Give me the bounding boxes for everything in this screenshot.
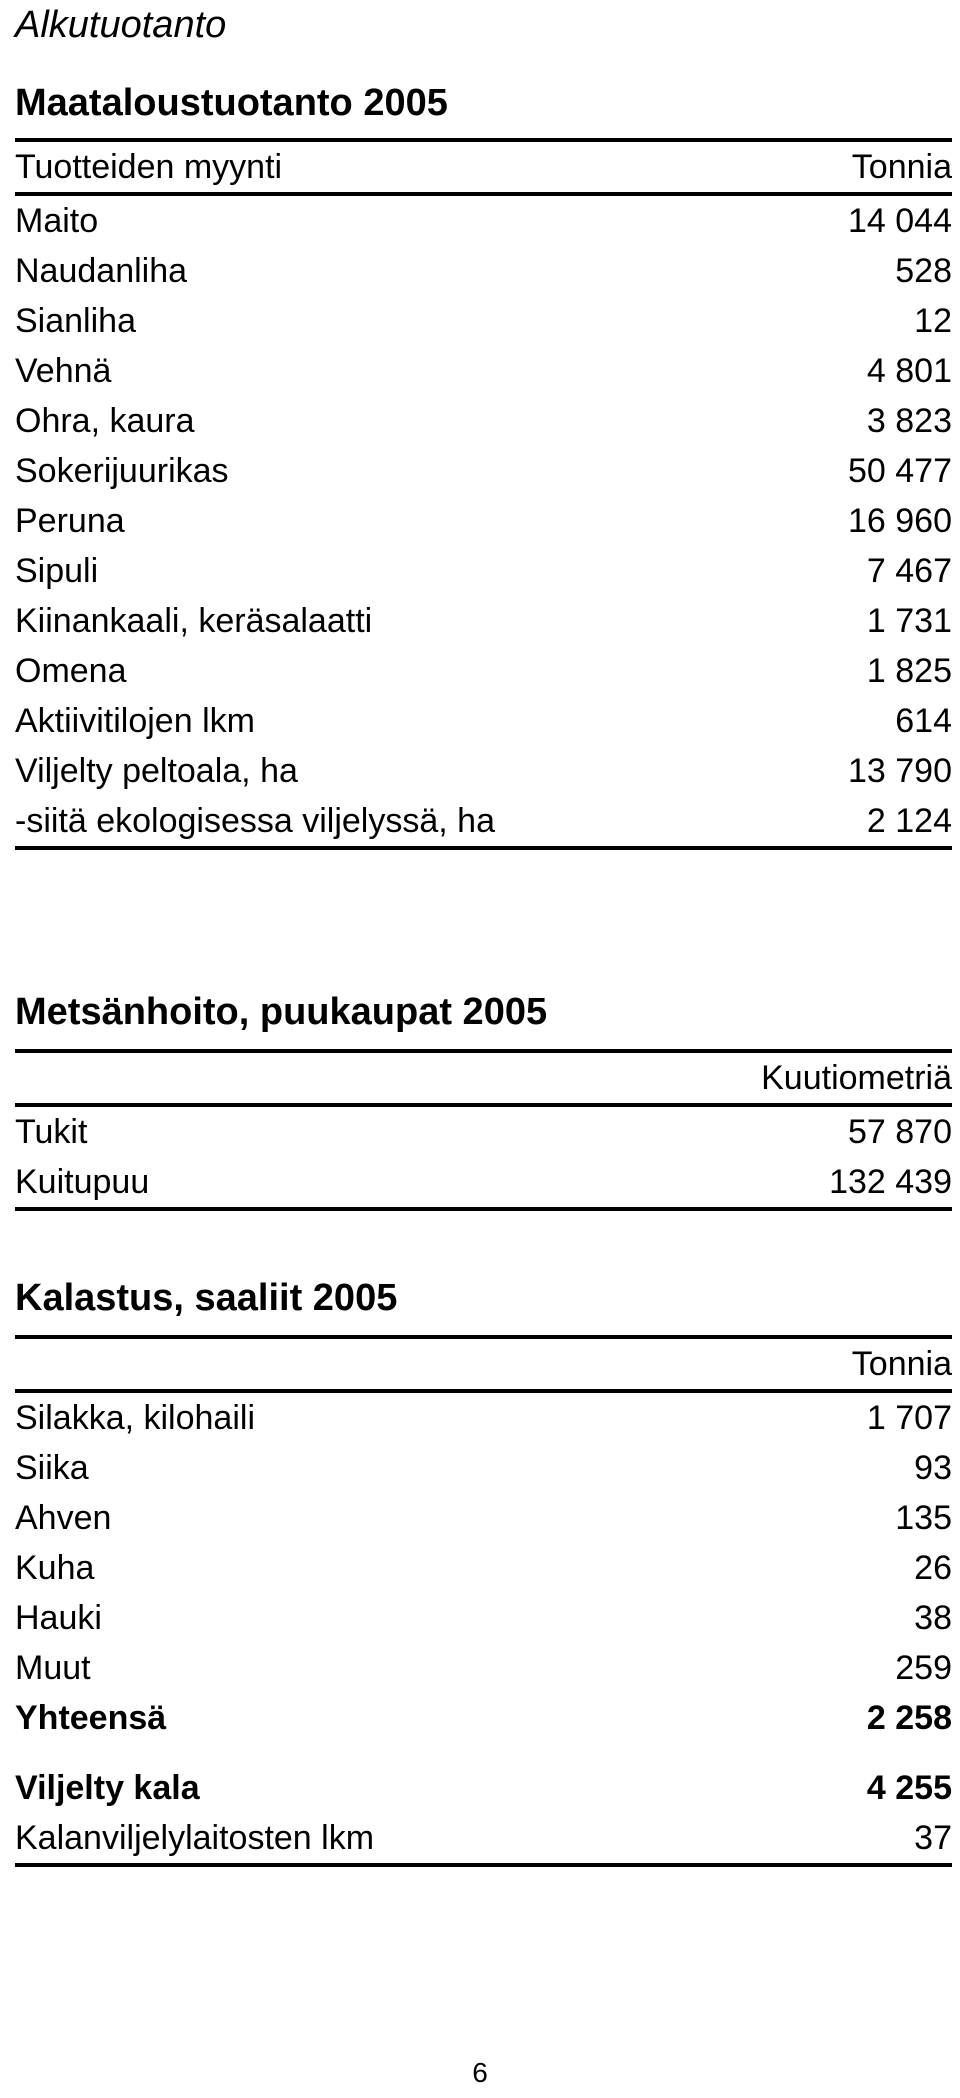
row-label: Silakka, kilohaili: [15, 1399, 255, 1437]
forestry-header-row: [15, 1053, 952, 1103]
row-label: Hauki: [15, 1599, 102, 1637]
table-row: [15, 1157, 952, 1207]
divider: [15, 846, 952, 850]
facilities-value: 37: [914, 1819, 952, 1857]
row-label: Vehnä: [15, 352, 112, 390]
table-row: [15, 746, 952, 796]
row-label: Aktiivitilojen lkm: [15, 702, 255, 740]
table-row: [15, 296, 952, 346]
row-label: Maito: [15, 202, 99, 240]
row-value: 93: [914, 1449, 952, 1487]
page-number: 6: [472, 2057, 488, 2088]
agriculture-section: [15, 78, 952, 850]
farmed-fish-label: Viljelty kala: [15, 1769, 200, 1807]
row-label: Sianliha: [15, 302, 136, 340]
row-value: 4 801: [866, 352, 952, 390]
row-value: 1 731: [866, 602, 952, 640]
farmed-fish-value: 4 255: [866, 1769, 952, 1807]
fishing-header-row: [15, 1339, 952, 1389]
row-value: 1 825: [866, 652, 952, 690]
forestry-section: [15, 987, 952, 1211]
fishing-section: [15, 1273, 952, 1867]
row-label: Ahven: [15, 1499, 112, 1537]
row-value: 2 124: [866, 802, 952, 840]
divider: [15, 1207, 952, 1211]
row-value: 26: [914, 1549, 952, 1587]
row-label: Muut: [15, 1649, 91, 1687]
table-row: [15, 546, 952, 596]
row-label: -siitä ekologisessa viljelyssä, ha: [15, 802, 495, 840]
agriculture-header-unit: Tonnia: [851, 148, 952, 186]
row-value: 3 823: [866, 402, 952, 440]
forestry-header-unit: Kuutiometriä: [761, 1058, 952, 1097]
row-label: Viljelty peltoala, ha: [15, 752, 298, 790]
divider: [15, 1863, 952, 1867]
row-value: 50 477: [848, 452, 952, 490]
row-label: Peruna: [15, 502, 125, 540]
row-value: 259: [895, 1649, 952, 1687]
table-row: [15, 646, 952, 696]
row-label: Kuitupuu: [15, 1163, 150, 1201]
fishing-title: Kalastus, saaliit 2005: [15, 1277, 398, 1319]
table-row: [15, 1543, 952, 1593]
agriculture-header-label: Tuotteiden myynti: [15, 148, 283, 186]
table-row: [15, 1643, 952, 1693]
row-label: Naudanliha: [15, 252, 188, 290]
page-title: Alkutuotanto: [15, 4, 227, 46]
row-label: Tukit: [15, 1113, 88, 1151]
table-row: [15, 396, 952, 446]
row-label: Sipuli: [15, 552, 99, 590]
table-row: [15, 596, 952, 646]
total-row: [15, 1693, 952, 1743]
agriculture-table: [15, 196, 952, 846]
table-row: [15, 346, 952, 396]
forestry-table: [15, 1107, 952, 1207]
table-row: [15, 1443, 952, 1493]
table-row: [15, 246, 952, 296]
total-label: Yhteensä: [15, 1699, 167, 1737]
forestry-title: Metsänhoito, puukaupat 2005: [15, 991, 548, 1033]
row-value: 614: [895, 702, 952, 740]
row-value: 57 870: [848, 1113, 952, 1151]
row-value: 38: [914, 1599, 952, 1637]
table-row: [15, 1107, 952, 1157]
table-row: [15, 446, 952, 496]
row-label: Siika: [15, 1449, 89, 1487]
table-row: [15, 496, 952, 546]
table-row: [15, 696, 952, 746]
row-value: 1 707: [866, 1399, 952, 1437]
row-value: 12: [914, 302, 952, 340]
fishing-table: [15, 1393, 952, 1863]
row-value: 528: [895, 252, 952, 290]
table-row: [15, 1393, 952, 1443]
table-row: [15, 796, 952, 846]
table-row: [15, 196, 952, 246]
total-value: 2 258: [866, 1699, 952, 1737]
row-value: 7 467: [866, 552, 952, 590]
row-label: Omena: [15, 652, 127, 690]
row-value: 132 439: [829, 1163, 952, 1201]
row-value: 13 790: [848, 752, 952, 790]
row-label: Sokerijuurikas: [15, 452, 229, 490]
row-value: 135: [895, 1499, 952, 1537]
row-label: Ohra, kaura: [15, 402, 195, 440]
farmed-fish-row: [15, 1763, 952, 1813]
row-value: 14 044: [848, 202, 952, 240]
table-row: [15, 1493, 952, 1543]
row-label: Kiinankaali, keräsalaatti: [15, 602, 373, 640]
facilities-row: [15, 1813, 952, 1863]
row-label: Kuha: [15, 1549, 95, 1587]
agriculture-title: Maataloustuotanto 2005: [15, 82, 448, 124]
row-value: 16 960: [848, 502, 952, 540]
agriculture-header-row: [15, 142, 952, 192]
fishing-header-unit: Tonnia: [851, 1344, 952, 1383]
table-row: [15, 1593, 952, 1643]
facilities-label: Kalanviljelylaitosten lkm: [15, 1819, 375, 1857]
